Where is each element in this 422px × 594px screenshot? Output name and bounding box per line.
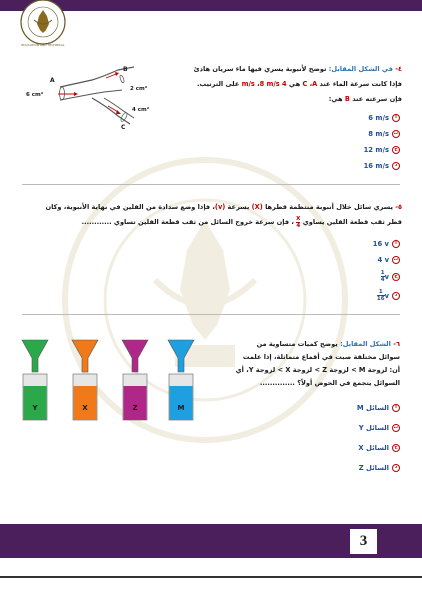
option-letter-circle: أ: [392, 114, 400, 122]
option-letter-circle: د: [392, 464, 400, 472]
beaker-label-M: M: [177, 404, 185, 412]
question-6-line-2: سوائل مختلفة صبت في أقماع متماثلة، إذا علمت: [242, 353, 400, 361]
beaker-label-Z: Z: [132, 404, 138, 412]
question-6-text: [204, 338, 400, 390]
option-suffix: v: [384, 291, 389, 300]
question-text: بسرعة: [225, 203, 252, 211]
given-speeds: 4 m/s ،8 m/s: [241, 80, 287, 88]
footer-rule: [0, 576, 422, 578]
q6-option-d[interactable]: [359, 464, 400, 472]
option-value: [381, 270, 389, 283]
label-C: C: [121, 124, 126, 131]
option-text: 8 m/s: [368, 130, 389, 138]
beaker-M: [168, 340, 194, 420]
fraction-denominator: 4: [380, 277, 385, 283]
option-letter-circle: د: [392, 292, 400, 300]
q5-option-a[interactable]: [373, 240, 400, 248]
question-text: قطر ثقب قطعة الفلين يساوي: [300, 218, 402, 226]
q4-option-c[interactable]: [364, 146, 400, 154]
q5-option-c[interactable]: [381, 270, 400, 283]
option-letter-circle: ب: [393, 131, 399, 136]
option-text: 6 m/s: [368, 114, 389, 122]
question-text: يوضح كميات متساوية من: [256, 340, 341, 348]
beaker-X: [72, 340, 98, 420]
question-6-line-4: السوائل يتجمع في الحوض أولاً؟ ..............: [259, 379, 400, 387]
question-4-line-1: [190, 62, 402, 77]
option-fraction: [377, 289, 385, 302]
question-text: توضح لأنبوبة يسري فيها ماء سريان هادئ: [193, 65, 329, 73]
option-text: 16 m/s: [363, 162, 389, 170]
branching-pipe-diagram: [22, 60, 182, 132]
area-A-label: 6 cm²: [26, 92, 44, 98]
option-text: 16 v: [372, 240, 389, 248]
fraction-numerator: X: [296, 215, 301, 222]
option-letter-circle: د: [392, 162, 400, 170]
question-text: ، فإذا وضع سدادة من الفلين في نهاية الأنبوبة، وكان: [45, 203, 215, 211]
option-text: السائل Z: [358, 464, 389, 472]
svg-text:EDUCATION AND TECHNICAL: EDUCATION AND TECHNICAL: [21, 43, 65, 47]
q4-option-b[interactable]: [368, 130, 400, 138]
question-lead: الشكل المقابل:: [340, 340, 391, 348]
question-6-line-1: [204, 338, 400, 351]
q6-option-b[interactable]: [359, 424, 400, 432]
q4-option-a[interactable]: [368, 114, 400, 122]
ministry-seal-logo: [12, 0, 74, 50]
question-text: فإذا كانت سرعة الماء عند: [317, 80, 402, 88]
label-A: A: [50, 77, 55, 84]
question-text: ، أي: [235, 366, 249, 374]
option-text: السائل Y: [358, 424, 389, 432]
question-text: فإن سرعته عند: [349, 95, 402, 103]
question-4-line-3: [190, 92, 402, 107]
beaker-label-Y: Y: [32, 404, 38, 412]
option-letter-circle: أ: [392, 240, 400, 248]
option-letter-circle: ج: [392, 273, 400, 281]
fraction-numerator: 1: [378, 289, 383, 295]
point-label: B: [344, 95, 350, 103]
speed-symbol: (v): [214, 203, 226, 211]
q6-option-a[interactable]: [357, 404, 400, 412]
question-text: يسري سائل خلال أنبوبة منتظمة قطرها: [262, 203, 393, 211]
area-C-label: 4 cm²: [132, 107, 150, 113]
question-text: هي: [286, 80, 303, 88]
label-B: B: [123, 66, 128, 73]
diameter-symbol: (X): [251, 203, 263, 211]
page-number: 3: [349, 528, 378, 555]
option-letter-circle: أ: [392, 404, 400, 412]
q4-option-d[interactable]: [364, 162, 400, 170]
option-text: 4 v: [377, 256, 389, 264]
option-letter-circle: ب: [393, 257, 399, 262]
question-6-line-3: [204, 364, 400, 377]
question-4-text: [190, 62, 402, 107]
option-letter-circle: ب: [393, 425, 399, 430]
question-number: ٤-: [395, 65, 402, 73]
question-number: ٦-: [393, 340, 400, 348]
option-text: السائل M: [356, 404, 389, 412]
question-text: هي:: [328, 95, 345, 103]
option-letter-circle: ج: [392, 444, 400, 452]
question-5-line-1: [22, 200, 402, 215]
question-number: ٥-: [395, 203, 402, 211]
option-value: [377, 289, 389, 302]
question-lead: في الشكل المقابل:: [328, 65, 393, 73]
viscosity-order: M > لزوجة Z > لزوجة X > لزوجة Y: [248, 366, 366, 374]
fraction-denominator: 16: [376, 296, 385, 302]
option-text: 12 m/s: [363, 146, 389, 154]
question-text: ، فإن سرعة خروج السائل من ثقب قطعة الفلين تساوي ............: [81, 218, 297, 226]
option-suffix: v: [384, 272, 389, 281]
point-labels: C ،A: [302, 80, 318, 88]
funnels-and-beakers-figure: [20, 338, 200, 423]
q5-option-b[interactable]: [377, 256, 400, 264]
beaker-Y: [22, 340, 48, 420]
q6-option-c[interactable]: [358, 444, 400, 452]
q5-option-d[interactable]: [377, 289, 400, 302]
option-letter-circle: ج: [392, 146, 400, 154]
question-4-line-2: [190, 77, 402, 92]
question-divider: [22, 314, 400, 315]
fraction-numerator: 1: [380, 270, 385, 276]
question-divider: [22, 184, 400, 185]
fraction-denominator: 4: [296, 222, 301, 229]
question-5-line-2: [22, 215, 402, 230]
beaker-Z: [122, 340, 148, 420]
question-text: أن: لزوجة: [365, 366, 400, 374]
option-text: السائل X: [358, 444, 389, 452]
beaker-label-X: X: [82, 404, 88, 412]
question-text: على الترتيب.: [197, 80, 242, 88]
area-B-label: 2 cm²: [130, 86, 148, 92]
question-5-text: [22, 200, 402, 230]
